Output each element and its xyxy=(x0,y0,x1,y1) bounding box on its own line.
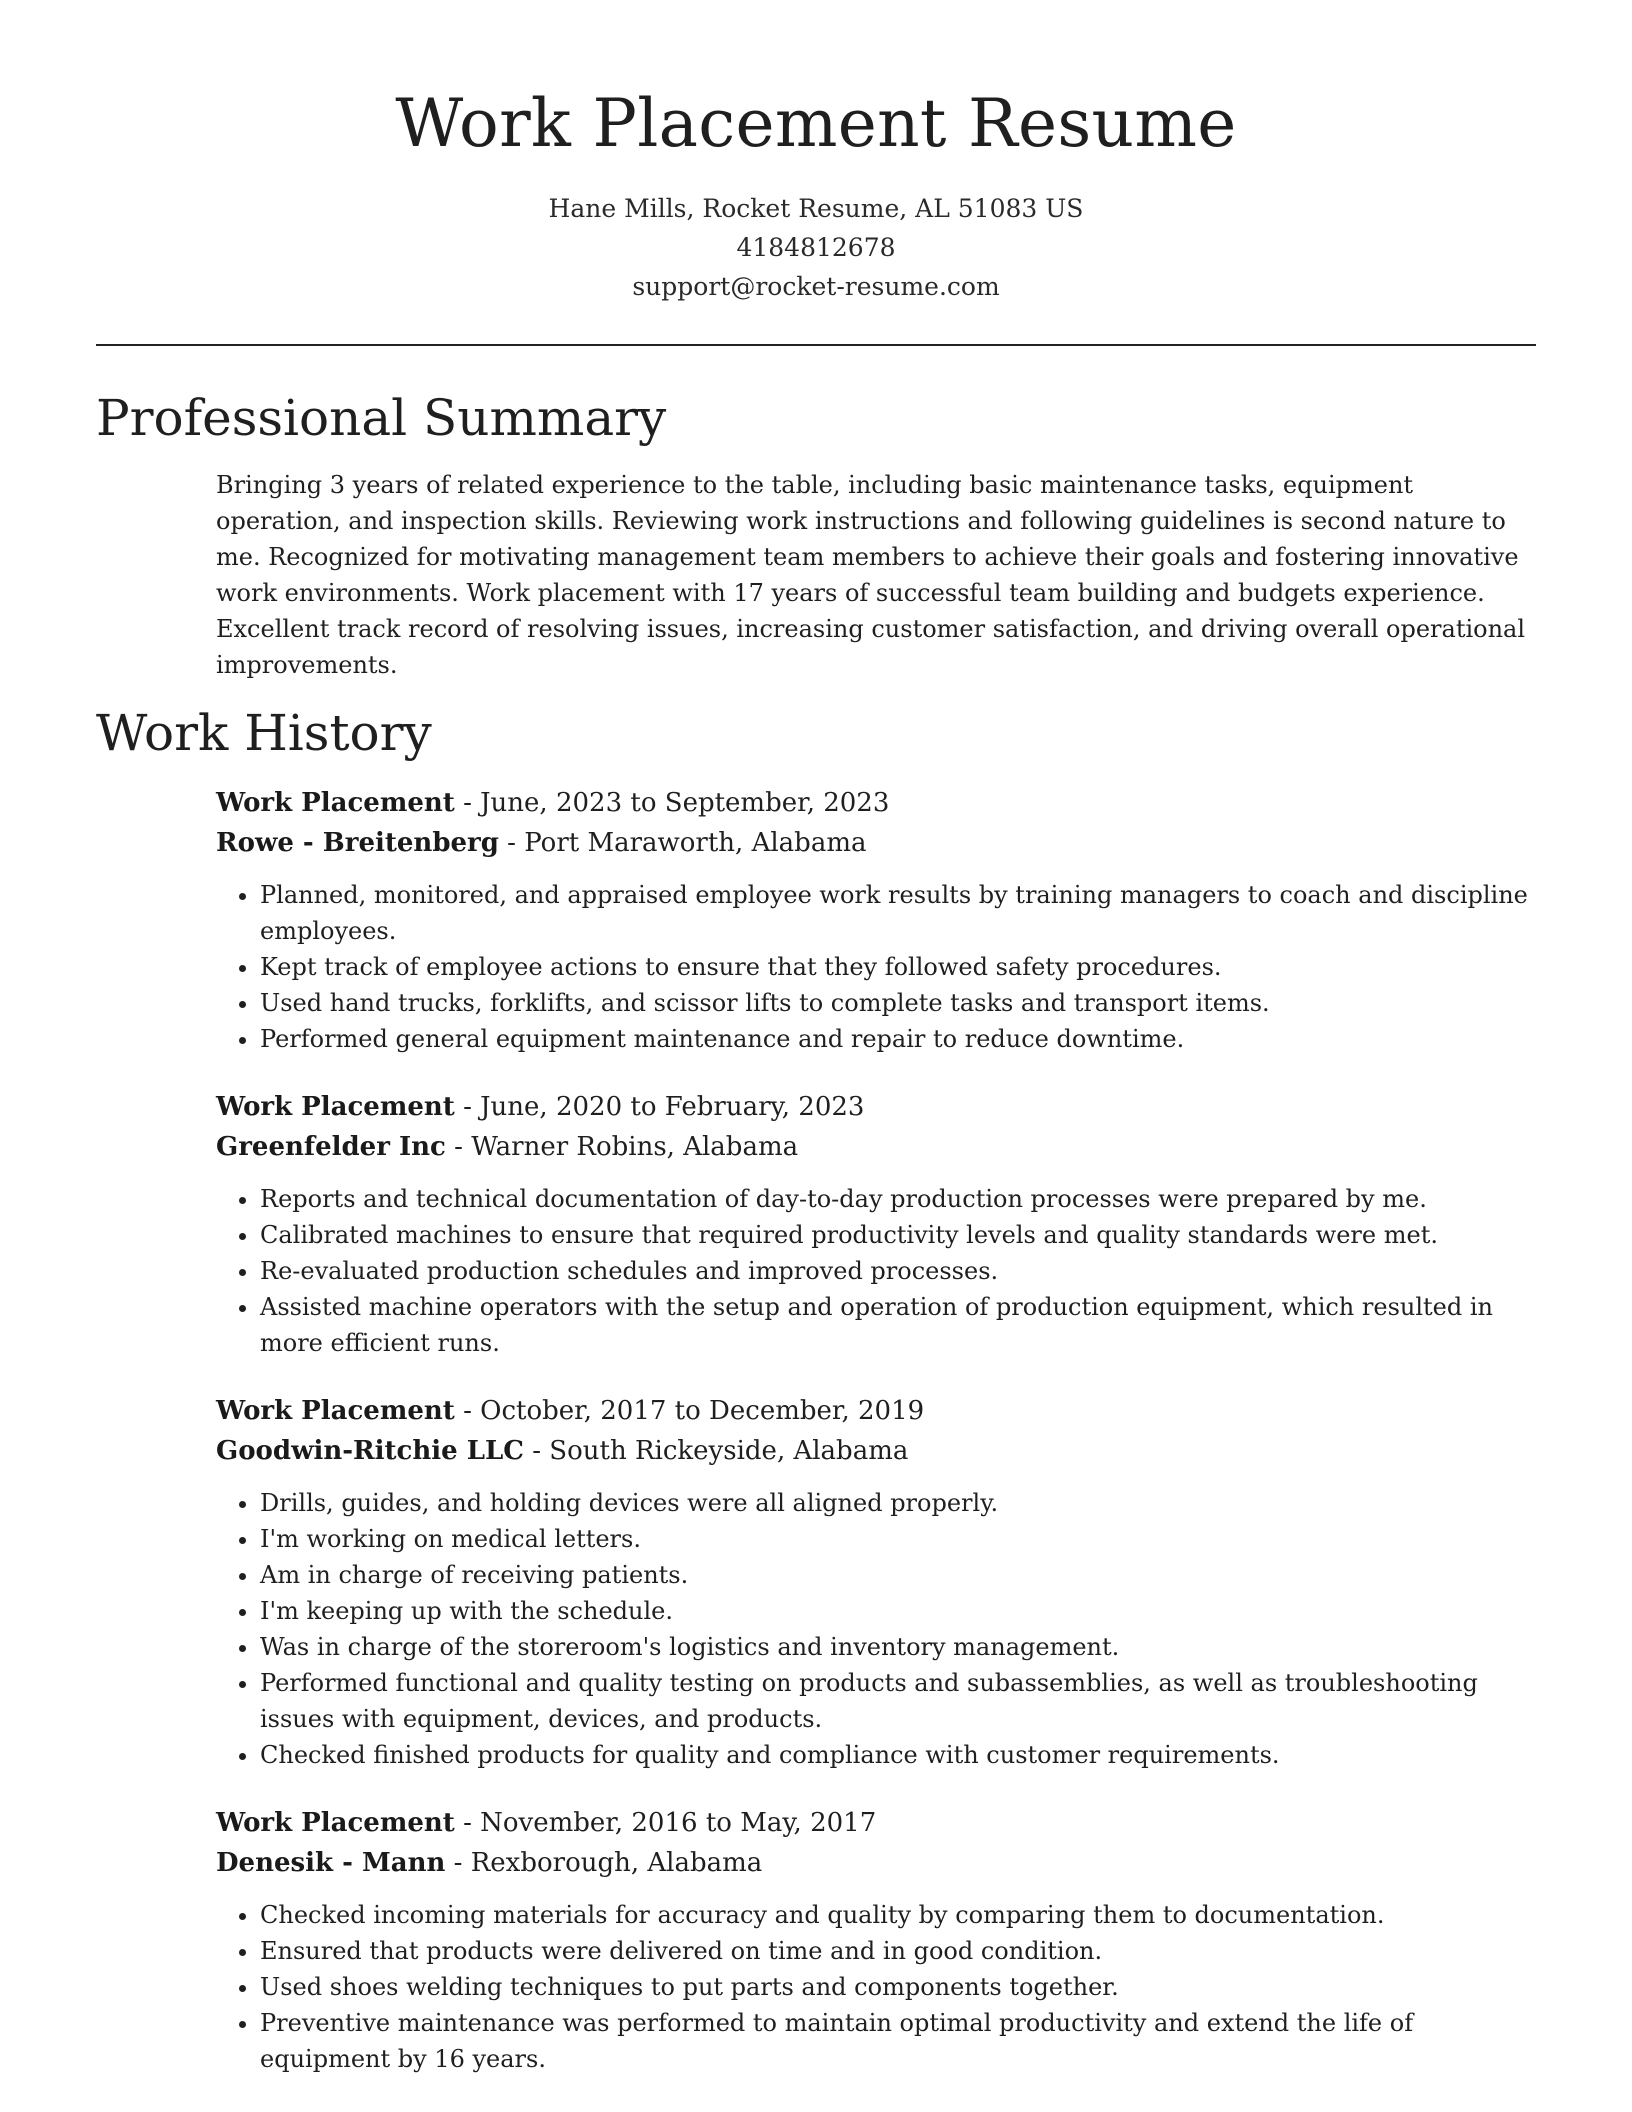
summary-text: Bringing 3 years of related experience to the table, including basic maintenance tasks, equipment operation, and inspection skills. Reviewing work instructions and following guidelines is second nature to me. Recognized for motivating management team members to achieve their goals and fostering innovative work environments. Work placement with 17 years of successful team building and budgets experience. Excellent track record of resolving issues, increasing customer satisfaction, and driving overall operational improvements. xyxy=(216,471,1526,680)
job-title-line xyxy=(216,1391,1536,1431)
job-bullet-list xyxy=(216,1181,1536,1361)
work-history-section xyxy=(96,705,1536,2077)
job-company: Greenfelder Inc xyxy=(216,1131,446,1162)
job-location: - South Rickeyside, Alabama xyxy=(523,1435,909,1466)
resume-title: Work Placement Resume xyxy=(395,85,1237,162)
job-bullet: • Reports and technical documentation of day-to-day production processes were prepared by me. xyxy=(260,1181,1536,1217)
job-bullet: • Am in charge of receiving patients. xyxy=(260,1557,1536,1593)
resume-header xyxy=(96,0,1536,306)
job-entry xyxy=(216,1087,1536,1361)
job-location: - Warner Robins, Alabama xyxy=(445,1131,799,1162)
summary-heading: Professional Summary xyxy=(96,388,667,447)
contact-email: support@rocket-resume.com xyxy=(632,271,1000,301)
job-bullet: • I'm working on medical letters. xyxy=(260,1521,1536,1557)
job-company: Rowe - Breitenberg xyxy=(216,827,499,858)
job-bullet: • Planned, monitored, and appraised employee work results by training managers to coach and discipline employees. xyxy=(260,877,1536,949)
job-position: Work Placement xyxy=(216,1395,455,1426)
job-bullet: • Performed general equipment maintenance and repair to reduce downtime. xyxy=(260,1021,1536,1057)
job-title-line xyxy=(216,783,1536,823)
work-history-list xyxy=(96,783,1536,2077)
contact-address: Hane Mills, Rocket Resume, AL 51083 US xyxy=(548,193,1084,223)
job-company: Denesik - Mann xyxy=(216,1847,446,1878)
job-entry xyxy=(216,1391,1536,1773)
job-company: Goodwin-Ritchie LLC xyxy=(216,1435,524,1466)
job-bullet: • Checked incoming materials for accuracy and quality by comparing them to documentation. xyxy=(260,1897,1536,1933)
job-bullet: • Re-evaluated production schedules and improved processes. xyxy=(260,1253,1536,1289)
job-bullet-list xyxy=(216,1897,1536,2077)
job-dates: - November, 2016 to May, 2017 xyxy=(454,1807,877,1838)
job-bullet: • Calibrated machines to ensure that required productivity levels and quality standards were met. xyxy=(260,1217,1536,1253)
job-bullet: • Kept track of employee actions to ensure that they followed safety procedures. xyxy=(260,949,1536,985)
job-bullet: • Used shoes welding techniques to put parts and components together. xyxy=(260,1969,1536,2005)
job-bullet: • Performed functional and quality testing on products and subassemblies, as well as troubleshooting issues with equipment, devices, and products. xyxy=(260,1665,1536,1737)
job-dates: - June, 2020 to February, 2023 xyxy=(454,1091,865,1122)
job-bullet: • Was in charge of the storeroom's logistics and inventory management. xyxy=(260,1629,1536,1665)
job-position: Work Placement xyxy=(216,1091,455,1122)
job-entry xyxy=(216,783,1536,1057)
job-title-line xyxy=(216,1087,1536,1127)
job-location: - Port Maraworth, Alabama xyxy=(498,827,867,858)
header-divider xyxy=(96,344,1536,346)
job-bullet: • I'm keeping up with the schedule. xyxy=(260,1593,1536,1629)
job-bullet-list xyxy=(216,1485,1536,1773)
job-title-line xyxy=(216,1803,1536,1843)
job-company-line xyxy=(216,1431,1536,1471)
job-bullet-list xyxy=(216,877,1536,1057)
job-company-line xyxy=(216,1127,1536,1167)
job-location: - Rexborough, Alabama xyxy=(445,1847,763,1878)
job-bullet: • Preventive maintenance was performed to maintain optimal productivity and extend the life of equipment by 16 years. xyxy=(260,2005,1536,2077)
job-company-line xyxy=(216,1843,1536,1883)
contact-phone: 4184812678 xyxy=(736,232,896,262)
professional-summary-section xyxy=(96,390,1536,684)
job-dates: - June, 2023 to September, 2023 xyxy=(454,787,890,818)
work-history-heading: Work History xyxy=(96,704,432,763)
job-bullet: • Checked finished products for quality and compliance with customer requirements. xyxy=(260,1737,1536,1773)
job-dates: - October, 2017 to December, 2019 xyxy=(454,1395,925,1426)
job-bullet: • Used hand trucks, forklifts, and scissor lifts to complete tasks and transport items. xyxy=(260,985,1536,1021)
job-bullet: • Ensured that products were delivered on time and in good condition. xyxy=(260,1933,1536,1969)
job-position: Work Placement xyxy=(216,787,455,818)
job-entry xyxy=(216,1803,1536,2077)
job-bullet: • Drills, guides, and holding devices were all aligned properly. xyxy=(260,1485,1536,1521)
job-bullet: • Assisted machine operators with the setup and operation of production equipment, which resulted in more efficient runs. xyxy=(260,1289,1536,1361)
job-company-line xyxy=(216,823,1536,863)
job-position: Work Placement xyxy=(216,1807,455,1838)
